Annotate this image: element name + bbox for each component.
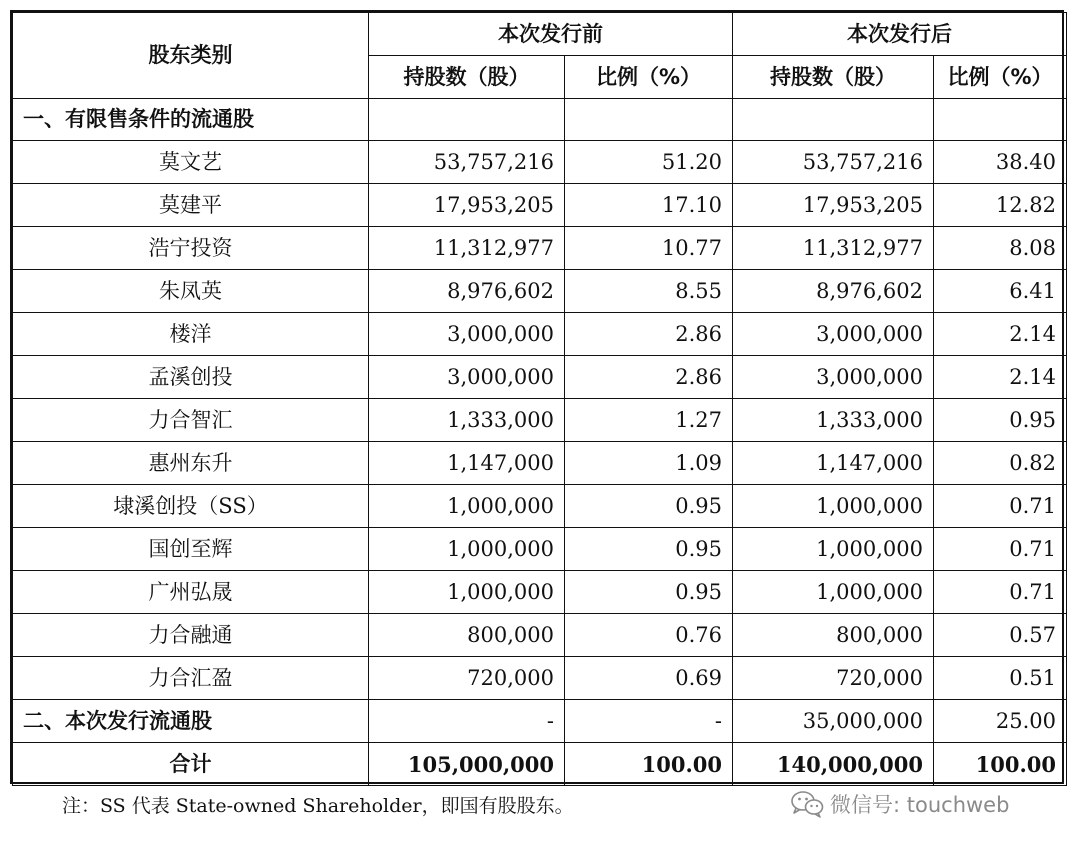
after-ratio: 12.82 bbox=[934, 184, 1067, 227]
before-ratio: 0.95 bbox=[565, 571, 733, 614]
before-ratio: 10.77 bbox=[565, 227, 733, 270]
watermark bbox=[790, 787, 1009, 821]
shareholder-name: 国创至辉 bbox=[13, 528, 369, 571]
header-after-ratio: 比例（%） bbox=[934, 56, 1067, 99]
before-shares: 1,333,000 bbox=[369, 399, 565, 442]
before-shares: 1,147,000 bbox=[369, 442, 565, 485]
wechat-icon bbox=[790, 790, 824, 818]
total-after-ratio: 100.00 bbox=[934, 743, 1067, 786]
after-shares: 1,147,000 bbox=[733, 442, 934, 485]
header-before-ratio: 比例（%） bbox=[565, 56, 733, 99]
before-shares: 720,000 bbox=[369, 657, 565, 700]
watermark-text: 微信号: touchweb bbox=[830, 793, 1010, 817]
before-shares: 3,000,000 bbox=[369, 313, 565, 356]
shareholder-name: 力合融通 bbox=[13, 614, 369, 657]
before-ratio: 0.76 bbox=[565, 614, 733, 657]
shareholder-name: 孟溪创投 bbox=[13, 356, 369, 399]
before-ratio: 1.09 bbox=[565, 442, 733, 485]
section-row-offering bbox=[13, 700, 1067, 743]
after-shares: 3,000,000 bbox=[733, 356, 934, 399]
before-ratio: 1.27 bbox=[565, 399, 733, 442]
after-ratio: 0.71 bbox=[934, 485, 1067, 528]
table-row bbox=[13, 571, 1067, 614]
before-shares: 3,000,000 bbox=[369, 356, 565, 399]
after-ratio: 2.14 bbox=[934, 356, 1067, 399]
before-shares: 8,976,602 bbox=[369, 270, 565, 313]
before-shares: 800,000 bbox=[369, 614, 565, 657]
shareholder-name: 莫文艺 bbox=[13, 141, 369, 184]
shareholder-name: 楼洋 bbox=[13, 313, 369, 356]
before-shares: 11,312,977 bbox=[369, 227, 565, 270]
offering-before-shares: - bbox=[369, 700, 565, 743]
after-ratio: 0.82 bbox=[934, 442, 1067, 485]
after-ratio: 8.08 bbox=[934, 227, 1067, 270]
table-row bbox=[13, 485, 1067, 528]
section-row-restricted bbox=[13, 99, 1067, 141]
table-row bbox=[13, 614, 1067, 657]
offering-before-ratio: - bbox=[565, 700, 733, 743]
before-ratio: 2.86 bbox=[565, 356, 733, 399]
after-ratio: 0.51 bbox=[934, 657, 1067, 700]
shareholding-table-frame bbox=[10, 10, 1064, 784]
after-shares: 1,000,000 bbox=[733, 528, 934, 571]
after-shares: 1,000,000 bbox=[733, 571, 934, 614]
header-after: 本次发行后 bbox=[733, 13, 1067, 56]
header-after-shares: 持股数（股） bbox=[733, 56, 934, 99]
section-label-offering: 二、本次发行流通股 bbox=[13, 700, 369, 743]
header-before: 本次发行前 bbox=[369, 13, 733, 56]
table-row bbox=[13, 528, 1067, 571]
table-row bbox=[13, 141, 1067, 184]
shareholder-name: 惠州东升 bbox=[13, 442, 369, 485]
shareholder-name: 力合汇盈 bbox=[13, 657, 369, 700]
after-ratio: 38.40 bbox=[934, 141, 1067, 184]
after-shares: 800,000 bbox=[733, 614, 934, 657]
offering-after-shares: 35,000,000 bbox=[733, 700, 934, 743]
before-ratio: 51.20 bbox=[565, 141, 733, 184]
total-label: 合计 bbox=[13, 743, 369, 786]
empty-cell bbox=[565, 99, 733, 141]
shareholding-table bbox=[12, 12, 1067, 786]
total-before-shares: 105,000,000 bbox=[369, 743, 565, 786]
table-row bbox=[13, 356, 1067, 399]
table-row bbox=[13, 227, 1067, 270]
shareholder-name: 朱凤英 bbox=[13, 270, 369, 313]
after-shares: 8,976,602 bbox=[733, 270, 934, 313]
after-shares: 720,000 bbox=[733, 657, 934, 700]
before-shares: 1,000,000 bbox=[369, 528, 565, 571]
after-shares: 3,000,000 bbox=[733, 313, 934, 356]
offering-after-ratio: 25.00 bbox=[934, 700, 1067, 743]
before-ratio: 0.95 bbox=[565, 528, 733, 571]
after-ratio: 0.71 bbox=[934, 528, 1067, 571]
empty-cell bbox=[369, 99, 565, 141]
shareholder-name: 广州弘晟 bbox=[13, 571, 369, 614]
after-shares: 1,333,000 bbox=[733, 399, 934, 442]
table-row bbox=[13, 270, 1067, 313]
total-after-shares: 140,000,000 bbox=[733, 743, 934, 786]
after-shares: 11,312,977 bbox=[733, 227, 934, 270]
table-row bbox=[13, 313, 1067, 356]
before-shares: 53,757,216 bbox=[369, 141, 565, 184]
table-row bbox=[13, 442, 1067, 485]
header-row-1 bbox=[13, 13, 1067, 56]
table-row bbox=[13, 657, 1067, 700]
after-ratio: 0.57 bbox=[934, 614, 1067, 657]
after-shares: 53,757,216 bbox=[733, 141, 934, 184]
empty-cell bbox=[733, 99, 934, 141]
section-label-restricted: 一、有限售条件的流通股 bbox=[13, 99, 369, 141]
before-ratio: 17.10 bbox=[565, 184, 733, 227]
empty-cell bbox=[934, 99, 1067, 141]
before-shares: 17,953,205 bbox=[369, 184, 565, 227]
table-row bbox=[13, 184, 1067, 227]
after-ratio: 2.14 bbox=[934, 313, 1067, 356]
shareholder-name: 埭溪创投（SS） bbox=[13, 485, 369, 528]
table-row bbox=[13, 399, 1067, 442]
before-ratio: 0.69 bbox=[565, 657, 733, 700]
footnote: 注：SS 代表 State-owned Shareholder，即国有股股东。 bbox=[62, 795, 574, 817]
after-ratio: 6.41 bbox=[934, 270, 1067, 313]
shareholder-name: 莫建平 bbox=[13, 184, 369, 227]
after-shares: 1,000,000 bbox=[733, 485, 934, 528]
before-shares: 1,000,000 bbox=[369, 485, 565, 528]
header-category: 股东类别 bbox=[13, 13, 369, 99]
shareholder-name: 力合智汇 bbox=[13, 399, 369, 442]
before-shares: 1,000,000 bbox=[369, 571, 565, 614]
shareholder-name: 浩宁投资 bbox=[13, 227, 369, 270]
total-before-ratio: 100.00 bbox=[565, 743, 733, 786]
after-ratio: 0.71 bbox=[934, 571, 1067, 614]
before-ratio: 0.95 bbox=[565, 485, 733, 528]
before-ratio: 2.86 bbox=[565, 313, 733, 356]
header-before-shares: 持股数（股） bbox=[369, 56, 565, 99]
after-shares: 17,953,205 bbox=[733, 184, 934, 227]
total-row bbox=[13, 743, 1067, 786]
before-ratio: 8.55 bbox=[565, 270, 733, 313]
after-ratio: 0.95 bbox=[934, 399, 1067, 442]
